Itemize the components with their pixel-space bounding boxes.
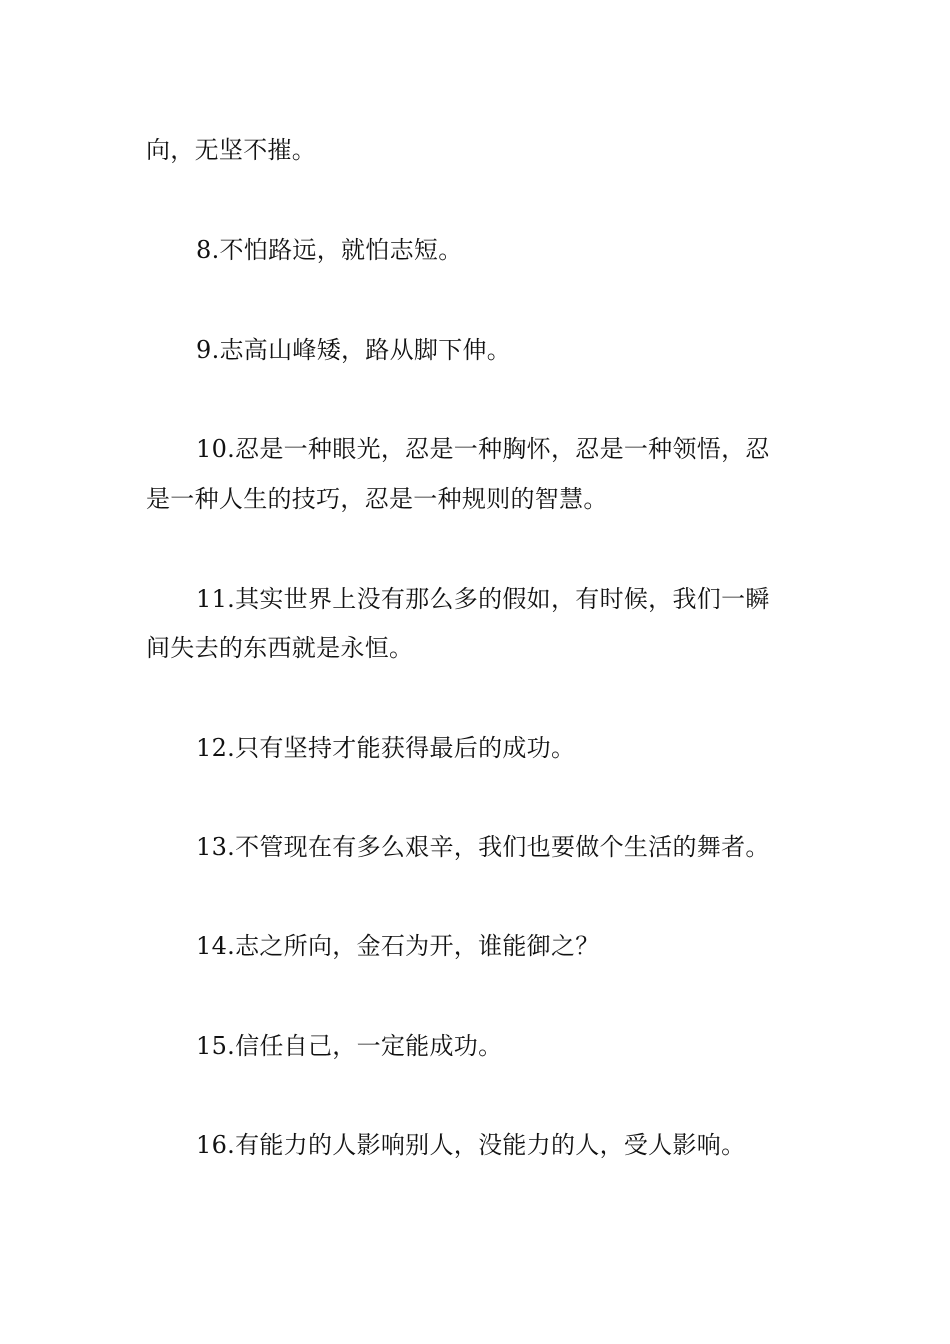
item-9: 9.志高山峰矮，路从脚下伸。: [196, 336, 512, 364]
item-10-line-1: 10.忍是一种眼光，忍是一种胸怀，忍是一种领悟，忍: [196, 435, 770, 463]
item-8: 8.不怕路远，就怕志短。: [196, 236, 463, 264]
item-11-line-2: 间失去的东西就是永恒。: [146, 634, 414, 662]
item-11-line-1: 11.其实世界上没有那么多的假如，有时候，我们一瞬: [196, 585, 770, 613]
item-15: 15.信任自己，一定能成功。: [196, 1032, 503, 1060]
item-13: 13.不管现在有多么艰辛，我们也要做个生活的舞者。: [196, 833, 770, 861]
item-14: 14.志之所向，金石为开，谁能御之？: [196, 932, 600, 960]
item-16: 16.有能力的人影响别人，没能力的人，受人影响。: [196, 1131, 746, 1159]
item-12: 12.只有坚持才能获得最后的成功。: [196, 734, 576, 762]
paragraph-continuation-line: 向，无坚不摧。: [146, 136, 317, 164]
item-10-line-2: 是一种人生的技巧，忍是一种规则的智慧。: [146, 485, 608, 513]
